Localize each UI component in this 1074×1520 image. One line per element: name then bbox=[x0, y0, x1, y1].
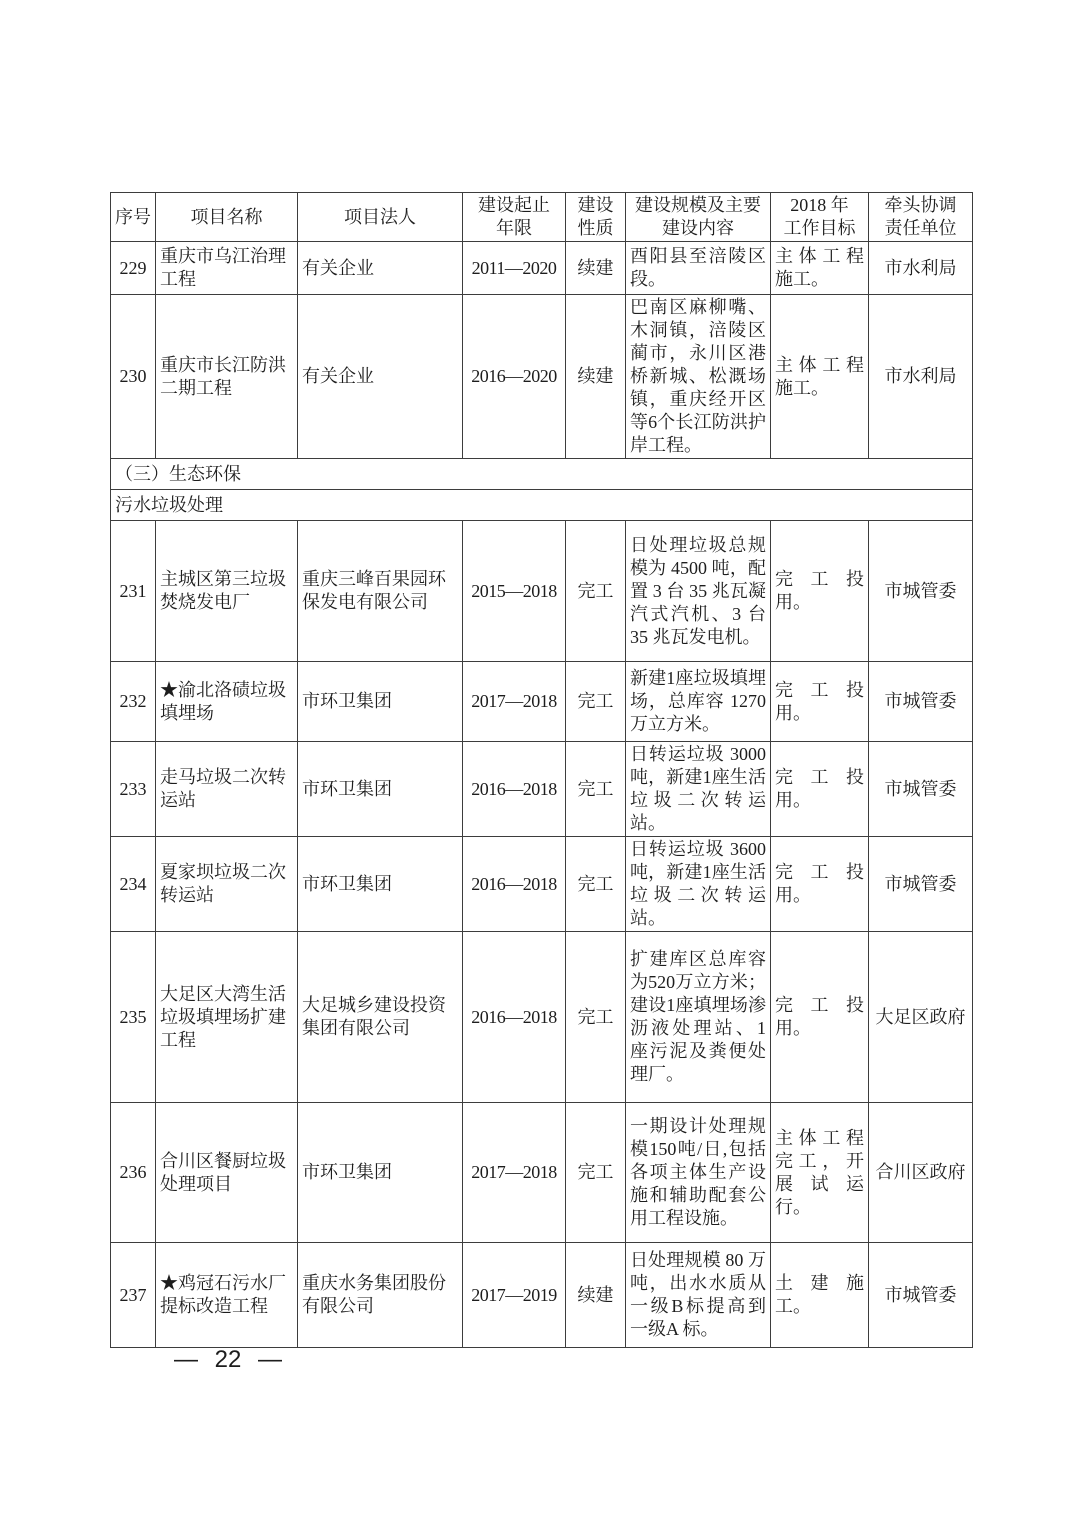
cell-nature: 续建 bbox=[566, 242, 626, 295]
cell-nature: 完工 bbox=[566, 521, 626, 662]
cell-nature: 完工 bbox=[566, 662, 626, 742]
cell-nature: 完工 bbox=[566, 932, 626, 1103]
cell-target: 完工投用。 bbox=[771, 837, 869, 932]
cell-legal-entity: 有关企业 bbox=[298, 295, 463, 459]
section-label: 污水垃圾处理 bbox=[111, 490, 973, 521]
cell-scale: 酉阳县至涪陵区段。 bbox=[626, 242, 771, 295]
cell-scale: 日处理规模 80 万吨，出水水质从一级B标提高到一级A 标。 bbox=[626, 1243, 771, 1348]
table-row-236 bbox=[111, 1103, 973, 1243]
table-row-235 bbox=[111, 932, 973, 1103]
table-row-232 bbox=[111, 662, 973, 742]
table-row-229 bbox=[111, 242, 973, 295]
cell-project-name: ★鸡冠石污水厂提标改造工程 bbox=[156, 1243, 298, 1348]
cell-index: 229 bbox=[111, 242, 156, 295]
cell-period: 2017—2018 bbox=[463, 662, 566, 742]
table-row-237 bbox=[111, 1243, 973, 1348]
header-label: 建设内容 bbox=[662, 218, 734, 238]
cell-lead-unit: 市城管委 bbox=[869, 742, 973, 837]
cell-index: 233 bbox=[111, 742, 156, 837]
cell-index: 230 bbox=[111, 295, 156, 459]
cell-legal-entity: 市环卫集团 bbox=[298, 742, 463, 837]
section-row-sewage-garbage bbox=[111, 490, 973, 521]
cell-target: 完工投用。 bbox=[771, 662, 869, 742]
cell-legal-entity: 市环卫集团 bbox=[298, 662, 463, 742]
column-header-legal-entity bbox=[298, 193, 463, 242]
header-label: 建设 bbox=[577, 195, 614, 215]
cell-nature: 完工 bbox=[566, 742, 626, 837]
cell-nature: 续建 bbox=[566, 1243, 626, 1348]
cell-legal-entity: 重庆三峰百果园环保发电有限公司 bbox=[298, 521, 463, 662]
cell-index: 236 bbox=[111, 1103, 156, 1243]
cell-nature: 完工 bbox=[566, 1103, 626, 1243]
cell-project-name: 合川区餐厨垃圾处理项目 bbox=[156, 1103, 298, 1243]
header-row bbox=[111, 193, 973, 242]
cell-scale: 日转运垃圾 3600 吨，新建1座生活垃圾二次转运站。 bbox=[626, 837, 771, 932]
cell-project-name: 夏家坝垃圾二次转运站 bbox=[156, 837, 298, 932]
cell-index: 232 bbox=[111, 662, 156, 742]
header-label: 项目名称 bbox=[190, 206, 263, 227]
header-label: 工作目标 bbox=[783, 218, 856, 238]
cell-period: 2016—2018 bbox=[463, 742, 566, 837]
cell-legal-entity: 市环卫集团 bbox=[298, 837, 463, 932]
header-label: 项目法人 bbox=[344, 206, 416, 227]
cell-period: 2016—2018 bbox=[463, 932, 566, 1103]
table-row-231 bbox=[111, 521, 973, 662]
header-label: 牵头协调 bbox=[884, 195, 957, 215]
table-row-230 bbox=[111, 295, 973, 459]
page-number: — 22 — bbox=[173, 1346, 283, 1373]
section-row-ecology bbox=[111, 459, 973, 490]
cell-legal-entity: 大足城乡建设投资集团有限公司 bbox=[298, 932, 463, 1103]
cell-scale: 新建1座垃圾填埋场，总库容 1270 万立方米。 bbox=[626, 662, 771, 742]
cell-project-name: 大足区大湾生活垃圾填埋场扩建工程 bbox=[156, 932, 298, 1103]
cell-period: 2015—2018 bbox=[463, 521, 566, 662]
cell-period: 2017—2019 bbox=[463, 1243, 566, 1348]
cell-lead-unit: 市城管委 bbox=[869, 521, 973, 662]
cell-target: 完工投用。 bbox=[771, 742, 869, 837]
cell-target: 完工投用。 bbox=[771, 932, 869, 1103]
cell-legal-entity: 市环卫集团 bbox=[298, 1103, 463, 1243]
table-row-234 bbox=[111, 837, 973, 932]
cell-scale: 扩建库区总库容为520万立方米；建设1座填埋场渗沥液处理站、1 座污泥及粪便处理厂。 bbox=[626, 932, 771, 1103]
cell-lead-unit: 市城管委 bbox=[869, 1243, 973, 1348]
header-label: 年限 bbox=[496, 218, 532, 238]
cell-target: 主体工程施工。 bbox=[771, 295, 869, 459]
header-label: 序号 bbox=[115, 206, 151, 227]
header-label: 建设规模及主要 bbox=[635, 195, 761, 215]
cell-period: 2016—2020 bbox=[463, 295, 566, 459]
cell-lead-unit: 市城管委 bbox=[869, 837, 973, 932]
cell-nature: 续建 bbox=[566, 295, 626, 459]
cell-index: 231 bbox=[111, 521, 156, 662]
column-header-nature bbox=[566, 193, 626, 242]
cell-scale: 日处理垃圾总规模为 4500 吨，配置 3 台 35 兆瓦凝汽式汽机、3 台 35 兆瓦发电机。 bbox=[626, 521, 771, 662]
projects-table bbox=[110, 192, 973, 1348]
column-header-lead-unit bbox=[869, 193, 973, 242]
table-row-233 bbox=[111, 742, 973, 837]
header-label: 2018 年 bbox=[790, 195, 849, 215]
section-label: （三）生态环保 bbox=[111, 459, 973, 490]
cell-legal-entity: 有关企业 bbox=[298, 242, 463, 295]
cell-nature: 完工 bbox=[566, 837, 626, 932]
cell-project-name: ★渝北洛碛垃圾填埋场 bbox=[156, 662, 298, 742]
cell-scale: 一期设计处理规模150吨/日,包括各项主体生产设施和辅助配套公用工程设施。 bbox=[626, 1103, 771, 1243]
cell-target: 主体工程完工，开展试运行。 bbox=[771, 1103, 869, 1243]
cell-lead-unit: 市水利局 bbox=[869, 242, 973, 295]
cell-lead-unit: 市城管委 bbox=[869, 662, 973, 742]
header-label: 性质 bbox=[577, 218, 614, 238]
cell-target: 完工投用。 bbox=[771, 521, 869, 662]
column-header-project-name bbox=[156, 193, 298, 242]
cell-index: 234 bbox=[111, 837, 156, 932]
cell-period: 2016—2018 bbox=[463, 837, 566, 932]
cell-legal-entity: 重庆水务集团股份有限公司 bbox=[298, 1243, 463, 1348]
cell-index: 237 bbox=[111, 1243, 156, 1348]
cell-project-name: 主城区第三垃圾焚烧发电厂 bbox=[156, 521, 298, 662]
column-header-2018-target bbox=[771, 193, 869, 242]
column-header-no bbox=[111, 193, 156, 242]
cell-target: 主体工程施工。 bbox=[771, 242, 869, 295]
cell-lead-unit: 合川区政府 bbox=[869, 1103, 973, 1243]
cell-scale: 日转运垃圾 3000 吨，新建1座生活垃圾二次转运站。 bbox=[626, 742, 771, 837]
cell-index: 235 bbox=[111, 932, 156, 1103]
cell-period: 2017—2018 bbox=[463, 1103, 566, 1243]
column-header-scale bbox=[626, 193, 771, 242]
cell-project-name: 重庆市长江防洪二期工程 bbox=[156, 295, 298, 459]
cell-project-name: 走马垃圾二次转运站 bbox=[156, 742, 298, 837]
column-header-period bbox=[463, 193, 566, 242]
cell-target: 土建施工。 bbox=[771, 1243, 869, 1348]
header-label: 建设起止 bbox=[478, 195, 550, 215]
cell-scale: 巴南区麻柳嘴、木洞镇，涪陵区蔺市，永川区港桥新城、松溉场镇，重庆经开区等6个长江防洪护岸工程。 bbox=[626, 295, 771, 459]
header-label: 责任单位 bbox=[884, 218, 957, 238]
cell-period: 2011—2020 bbox=[463, 242, 566, 295]
cell-lead-unit: 大足区政府 bbox=[869, 932, 973, 1103]
cell-lead-unit: 市水利局 bbox=[869, 295, 973, 459]
cell-project-name: 重庆市乌江治理工程 bbox=[156, 242, 298, 295]
